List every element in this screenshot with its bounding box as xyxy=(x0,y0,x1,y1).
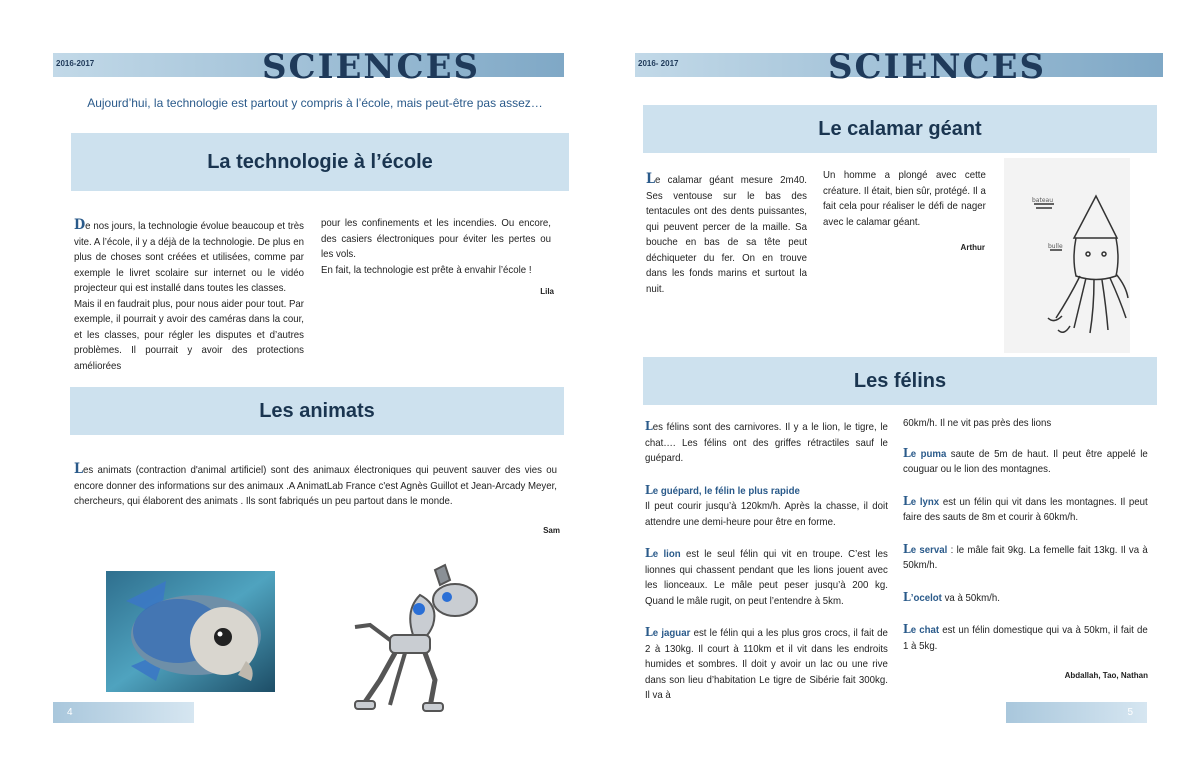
animats-text-block xyxy=(74,462,557,510)
felins-lynx xyxy=(903,494,1148,526)
lynx-word: e lynx xyxy=(910,495,940,508)
tech-author: Lila xyxy=(540,287,554,296)
felins-guepard-text: Il peut courir jusqu’à 120km/h. Après la chasse, il doit attendre une demi-heure pour être en forme. xyxy=(645,500,888,528)
calamar-col2 xyxy=(823,168,986,230)
felins-puma xyxy=(903,446,1148,478)
jaguar-text: est le félin qui a les plus gros crocs, il fait de 2 à 130kg. Il court à 110km et il vit dans les endroits humides et sombres. Il doit y avoir un lac ou une rive dans son lieu d’habitation Le tigre de Sibérie fait 300kg. Il va à xyxy=(645,627,888,701)
animats-author: Sam xyxy=(543,526,560,535)
left-page-number-bar xyxy=(53,702,194,723)
jaguar-word: e jaguar xyxy=(652,627,691,639)
serval-drop: L xyxy=(903,541,911,556)
left-header-title: SCIENCES xyxy=(262,47,481,87)
lion-text: est le seul félin qui vit en troupe. C’est les lionnes qui chassent pendant que les lions jouent avec les lionceaux. Le mâle peut peser jusqu’à 200 kg. Quand le mâle rugit, on peut l’entendre à 5km. xyxy=(645,548,888,607)
tech-col2b-text: En fait, la technologie est prête à envahir l’école ! xyxy=(321,263,532,276)
ocelot-text: va à 50km/h. xyxy=(941,591,1000,604)
chat-drop: L xyxy=(903,622,911,636)
felins-col2 xyxy=(903,416,1148,654)
calamar-drop-cap: L xyxy=(646,171,656,187)
guepard-title-text: e guépard, le félin le plus rapide xyxy=(652,484,800,497)
tech-heading: La technologie à l’école xyxy=(71,133,569,191)
calamar-heading: Le calamar géant xyxy=(643,105,1157,153)
tech-col2 xyxy=(321,216,551,278)
felins-serval xyxy=(903,542,1148,574)
left-header-year: 2016-2017 xyxy=(56,59,95,68)
robot-dog-image xyxy=(335,555,483,713)
animats-text: es animats (contraction d'animal artificiel) sont des animaux électroniques qui peuvent sauver des vies ou encore donner des informations sur des animaux .A AnimatLab France c'est Agnès Guillot et Jean-Arcady Meyer, chercheurs, qui élaborent des animats . Ils sont fabriqués un peu partout dans le monde. xyxy=(74,464,558,507)
felins-lion xyxy=(645,546,888,609)
squid-label-2: bulle xyxy=(1048,243,1063,250)
ocelot-drop: L xyxy=(903,589,911,604)
ocelot-word: ’ocelot xyxy=(910,591,942,604)
felins-authors: Abdallah, Tao, Nathan xyxy=(1064,671,1148,680)
right-header-title: SCIENCES xyxy=(828,47,1047,87)
lynx-drop: L xyxy=(903,493,911,508)
puma-drop: L xyxy=(903,445,911,460)
felins-intro-drop: L xyxy=(645,419,653,433)
felins-col1 xyxy=(645,419,888,704)
jaguar-drop: L xyxy=(645,625,653,639)
squid-drawing xyxy=(1004,158,1130,353)
left-intro: Aujourd’hui, la technologie est partout y compris à l’école, mais peut-être pas assez… xyxy=(87,96,543,110)
felins-heading: Les félins xyxy=(643,357,1157,405)
calamar-col1 xyxy=(646,172,807,297)
lion-word: e lion xyxy=(652,548,681,560)
calamar-author: Arthur xyxy=(960,243,985,252)
lion-drop: L xyxy=(645,546,653,560)
right-page-number: 5 xyxy=(1127,707,1133,718)
tech-drop-cap: D xyxy=(74,217,86,233)
lynx-text: est un félin qui vit dans les montagnes. Il peut faire des sauts de 8m et courir à 60km/h. xyxy=(903,495,1148,523)
guepard-drop: L xyxy=(645,482,653,497)
felins-jaguar xyxy=(645,625,888,704)
tech-col2-text: pour les confinements et les incendies. Ou encore, des casiers électroniques pour éviter les pertes ou les vols. xyxy=(321,217,551,260)
right-header-year: 2016- 2017 xyxy=(638,59,679,68)
squid-label-1: bateau xyxy=(1032,197,1054,204)
calamar-col1-text: e calamar géant mesure 2m40. Ses ventouse sur le bas des tentacules ont des dents puissantes, qui peuvent percer de la maille. Sa bouche en bas de sa tête peut déchiqueter du fer. On en trouve dans les fonds marins et surtout la nuit. xyxy=(646,174,807,295)
chat-text: est un félin domestique qui va à 50km, il fait de 1 à 5kg. xyxy=(903,624,1148,652)
chat-word: e chat xyxy=(910,624,940,636)
serval-text: : le mâle fait 9kg. La femelle fait 13kg. Il va à 50km/h. xyxy=(903,543,1148,571)
tech-col1b-text: Mais il en faudrait plus, pour nous aider pour tout. Par exemple, il pourrait y avoir des caméras dans la cour, et les classes, pour régler les disputes et d’autres problèmes. Il pourrait y avoir des protections améliorées xyxy=(74,297,304,372)
robotic-fish-image xyxy=(106,571,275,692)
felins-intro-text: es félins sont des carnivores. Il y a le lion, le tigre, le chat…. Les félins ont des griffes rétractiles sauf le guépard. xyxy=(645,421,888,464)
felins-intro xyxy=(645,419,888,467)
puma-text: saute de 5m de haut. Il peut être appelé le couguar ou le lion des montagnes. xyxy=(903,447,1148,475)
felins-ocelot xyxy=(903,590,1148,607)
right-page-number-bar xyxy=(1006,702,1147,723)
left-page-number: 4 xyxy=(67,707,73,718)
felins-chat xyxy=(903,622,1148,654)
animats-drop-cap: L xyxy=(74,461,84,477)
tech-col1 xyxy=(74,218,304,374)
animats-heading: Les animats xyxy=(70,387,564,435)
calamar-col2-text: Un homme a plongé avec cette créature. Il était, bien sûr, protégé. Il a fait cela pour réaliser le défi de nager avec le calamar géant. xyxy=(823,169,986,228)
serval-word: e serval xyxy=(910,543,948,556)
tech-col1-text: e nos jours, la technologie évolue beaucoup et très vite. A l’école, il y a déjà de la technologie. De plus en plus de choses sont créées et utilisées, comme par exemple le livret scolaire sur internet ou le vidéo projecteur qui est installé dans toutes les classes. xyxy=(74,220,304,294)
felins-guepard-title xyxy=(645,483,888,500)
felins-col2-start: 60km/h. Il ne vit pas près des lions xyxy=(903,417,1052,429)
puma-word: e puma xyxy=(910,447,947,460)
